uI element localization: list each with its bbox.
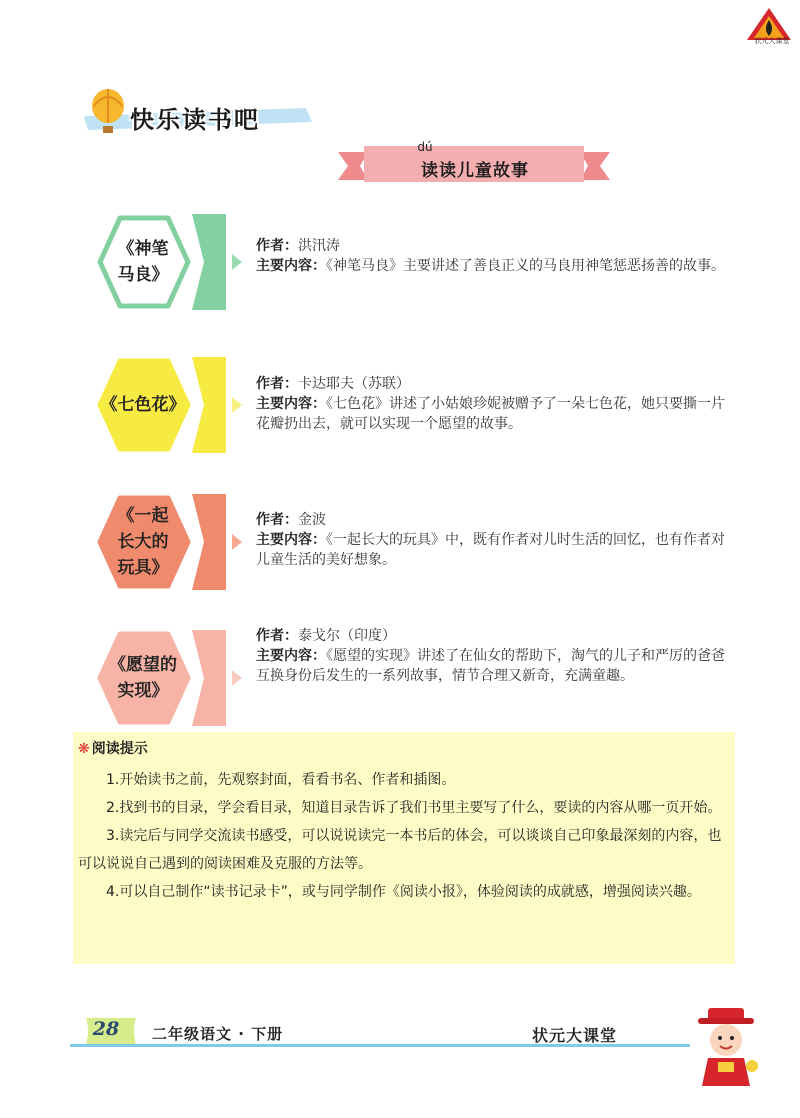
content-text: 《一起长大的玩具》中，既有作者对儿时生活的回忆，也有作者对儿童生活的美好想象。 bbox=[256, 532, 725, 568]
book-title bbox=[100, 212, 186, 312]
content-text: 《七色花》讲述了小姑娘珍妮被赠予了一朵七色花，她只要撕一片花瓣扔出去，就可以实现一个愿望的故事。 bbox=[256, 396, 725, 432]
author-name: 卡达耶夫（苏联） bbox=[298, 376, 410, 392]
author-label: 作者： bbox=[256, 512, 298, 528]
author-label: 作者： bbox=[256, 628, 298, 644]
book-title bbox=[100, 492, 186, 592]
star-icon: ❋ bbox=[78, 741, 90, 757]
content-label: 主要内容： bbox=[256, 532, 326, 548]
book-title-line: 《愿望的 bbox=[109, 655, 177, 675]
book-title-line: 马良》 bbox=[117, 265, 169, 285]
book-title-line: 《一起 bbox=[117, 506, 169, 526]
author-name: 金波 bbox=[298, 512, 326, 528]
banner-pinyin: dú bbox=[417, 140, 433, 154]
reading-tips-title: ❋ 阅读提示 bbox=[78, 741, 148, 757]
book-info bbox=[256, 374, 726, 434]
book-title-line: 《神笔 bbox=[117, 239, 169, 259]
tip-item: 3.读完后与同学交流读书感受，可以说说读完一本书后的体会，可以谈谈自己印象最深刻的内容，也可以说说自己遇到的阅读困难及克服的方法等。 bbox=[78, 828, 722, 872]
book-title-line: 玩具》 bbox=[117, 558, 169, 578]
section-title: 快乐读书吧 bbox=[130, 106, 260, 134]
content-label: 主要内容： bbox=[256, 648, 326, 664]
tip-item: 2.找到书的目录，学会看目录，知道目录告诉了我们书里主要写了什么，要读的内容从哪一页开始。 bbox=[106, 800, 722, 816]
page-number: 28 bbox=[92, 1018, 120, 1040]
book-info bbox=[256, 510, 726, 570]
author-label: 作者： bbox=[256, 376, 298, 392]
book-info bbox=[256, 236, 726, 276]
scholar-mascot-icon bbox=[690, 1006, 762, 1088]
author-name: 洪汛涛 bbox=[298, 238, 340, 254]
author-name: 泰戈尔（印度） bbox=[298, 628, 396, 644]
banner-title: 读读儿童故事 bbox=[421, 161, 529, 181]
book-title bbox=[100, 355, 186, 455]
footer-grade-label: 二年级语文 · 下册 bbox=[152, 1025, 284, 1043]
content-label: 主要内容： bbox=[256, 396, 326, 412]
footer-brand-label: 状元大课堂 bbox=[532, 1026, 618, 1045]
tip-item: 4.可以自己制作“读书记录卡”，或与同学制作《阅读小报》，体验阅读的成就感，增强阅读兴趣。 bbox=[106, 884, 701, 900]
content-label: 主要内容： bbox=[256, 258, 326, 274]
tip-item: 1.开始读书之前，先观察封面，看看书名、作者和插图。 bbox=[106, 772, 456, 788]
content-text: 《神笔马良》主要讲述了善良正义的马良用神笔惩恶扬善的故事。 bbox=[326, 258, 725, 274]
book-title bbox=[100, 628, 186, 728]
reading-tips-list bbox=[78, 766, 733, 906]
author-label: 作者： bbox=[256, 238, 298, 254]
book-info bbox=[256, 626, 726, 686]
book-title-line: 长大的 bbox=[117, 532, 169, 552]
book-title-line: 实现》 bbox=[117, 681, 169, 701]
logo-text: 状元大课堂 bbox=[754, 37, 790, 45]
book-title-line: 《七色花》 bbox=[100, 395, 186, 415]
content-text: 《愿望的实现》讲述了在仙女的帮助下，淘气的儿子和严厉的爸爸互换身份后发生的一系列故事，情节合理又新奇，充满童趣。 bbox=[256, 648, 725, 684]
